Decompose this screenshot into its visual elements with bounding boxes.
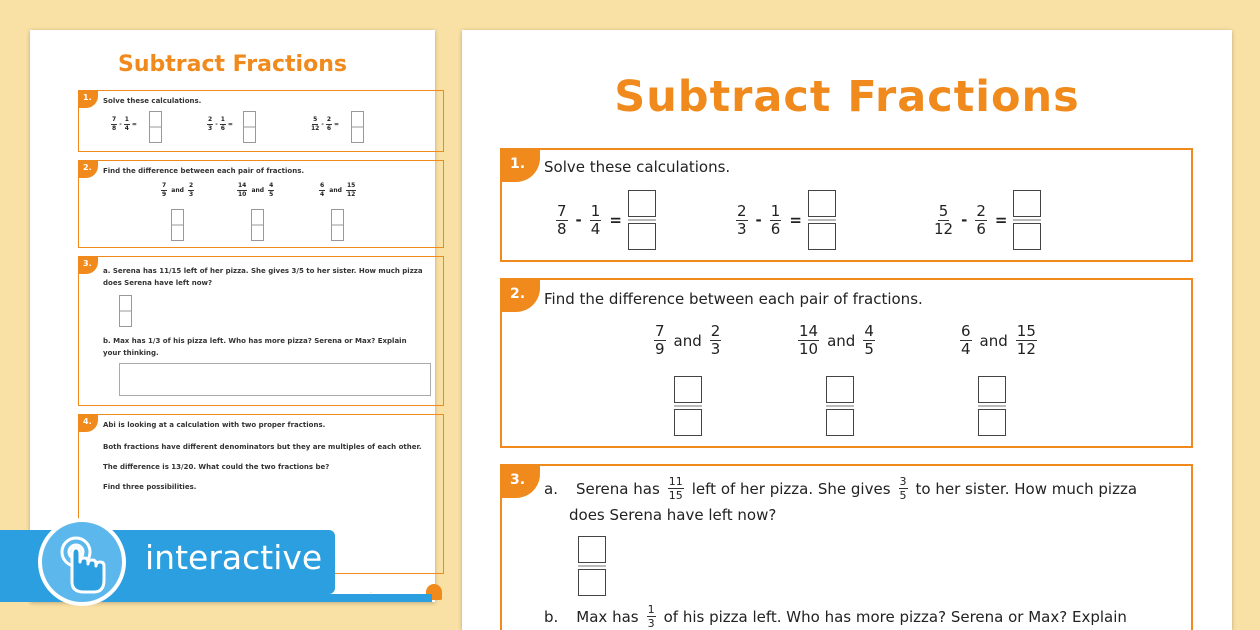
thumb-q1-answer-2 [243, 111, 256, 143]
thumb-question-1 [78, 90, 444, 152]
thumb-q4-number: 4. [78, 414, 98, 432]
q1-answer-box-3[interactable] [1013, 190, 1041, 250]
thumb-q2-number: 2. [78, 160, 98, 178]
thumb-q2-answer-2 [251, 209, 264, 241]
thumb-q2-pair-1: $\frac{7}{9}$ and $\frac{2}{3}$ [162, 182, 194, 198]
thumb-q4-line-3: The difference is 13/20. What could the two fractions be? [103, 463, 330, 471]
interactive-banner[interactable] [0, 530, 432, 600]
thumb-q4-line-1: Abi is looking at a calculation with two proper fractions. [103, 421, 326, 429]
q2-pair-2: $\frac{14}{10}$ and $\frac{4}{5}$ [799, 322, 874, 358]
question-3 [500, 464, 1193, 630]
thumb-q2-answer-3 [331, 209, 344, 241]
page-title: Subtract Fractions [614, 72, 1080, 122]
thumb-q4-line-2: Both fractions have different denominators but they are multiples of each other. [103, 443, 422, 451]
thumb-q3-number: 3. [78, 256, 98, 274]
thumb-q3a-text: a. Serena has 11/15 left of her pizza. She gives 3/5 to her sister. How much pizza does Serena have left now? [103, 267, 423, 287]
thumb-q2-pair-3: $\frac{6}{4}$ and $\frac{15}{12}$ [320, 182, 356, 198]
q1-answer-box-1[interactable] [628, 190, 656, 250]
thumb-q1-number: 1. [78, 90, 98, 108]
banner-label: interactive [145, 538, 323, 577]
q1-expression-3: $\frac{5}{12}$ - $\frac{2}{6}$ = [932, 190, 1041, 250]
thumb-q1-expr-3: $\frac{5}{12}$ - $\frac{2}{6}$ = [311, 116, 340, 132]
q2-answer-box-2[interactable] [826, 376, 854, 436]
worksheet-page [462, 30, 1232, 630]
q3a-line-1: a. Serena has $\frac{11}{15}$ left of her pizza. She gives $\frac{3}{5}$ to her sister. How much pizza [544, 475, 1138, 502]
thumb-q2-answer-1 [171, 209, 184, 241]
q2-prompt: Find the difference between each pair of fractions. [544, 290, 923, 308]
thumb-q3b-text: b. Max has 1/3 of his pizza left. Who has more pizza? Serena or Max? Explain your thinking. [103, 337, 407, 357]
q3a-line-2: does Serena have left now? [569, 506, 777, 524]
question-2 [500, 278, 1193, 448]
q2-answer-box-1[interactable] [674, 376, 702, 436]
thumb-q1-prompt: Solve these calculations. [103, 97, 202, 105]
thumb-question-3 [78, 256, 444, 406]
thumb-question-2 [78, 160, 444, 248]
q1-answer-box-2[interactable] [808, 190, 836, 250]
q1-expression-1: $\frac{7}{8}$ - $\frac{1}{4}$ = [554, 190, 656, 250]
q3a-answer-box[interactable] [578, 536, 606, 596]
question-1 [500, 148, 1193, 262]
thumb-q2-pair-2: $\frac{14}{10}$ and $\frac{4}{5}$ [238, 182, 274, 198]
thumb-q1-answer-3 [351, 111, 364, 143]
thumb-q3b-answer-box [119, 363, 431, 396]
thumb-q2-prompt: Find the difference between each pair of fractions. [103, 167, 305, 175]
thumb-q1-expr-1: $\frac{7}{8}$ - $\frac{1}{4}$ = [112, 116, 137, 132]
thumb-q1-expr-2: $\frac{2}{3}$ - $\frac{1}{6}$ = [208, 116, 233, 132]
q3b-line-1: b. Max has $\frac{1}{3}$ of his pizza left. Who has more pizza? Serena or Max? Explain [544, 603, 1127, 630]
q1-expression-2: $\frac{2}{3}$ - $\frac{1}{6}$ = [734, 190, 836, 250]
q1-prompt: Solve these calculations. [544, 158, 731, 176]
q3-number: 3. [500, 464, 540, 498]
worksheet-thumbnail[interactable] [30, 30, 435, 602]
q2-pair-1: $\frac{7}{9}$ and $\frac{2}{3}$ [655, 322, 721, 358]
q2-answer-box-3[interactable] [978, 376, 1006, 436]
thumbnail-title: Subtract Fractions [118, 52, 347, 77]
thumb-q3a-answer [119, 295, 132, 327]
q2-number: 2. [500, 278, 540, 312]
thumb-q1-answer-1 [149, 111, 162, 143]
thumb-q4-line-4: Find three possibilities. [103, 483, 197, 491]
q1-number: 1. [500, 148, 540, 182]
tap-hand-icon [38, 518, 126, 606]
q2-pair-3: $\frac{6}{4}$ and $\frac{15}{12}$ [961, 322, 1036, 358]
